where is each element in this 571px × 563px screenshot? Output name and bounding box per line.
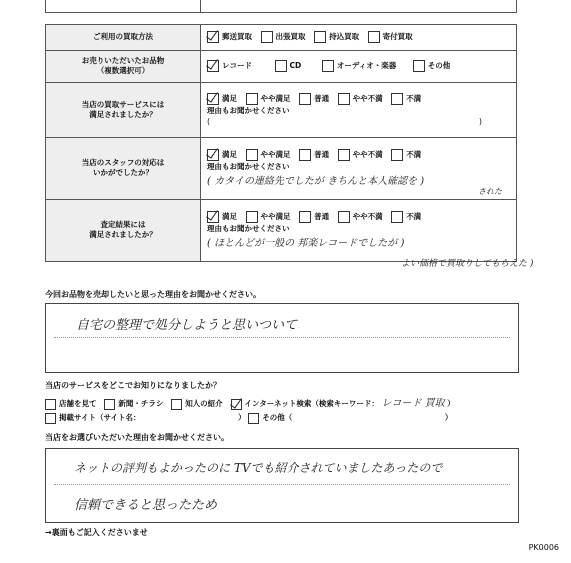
checkbox[interactable]: [246, 93, 258, 105]
option-bring: 持込買取: [314, 31, 359, 43]
search-keyword-answer: レコード 買取: [381, 398, 445, 409]
checkbox[interactable]: [45, 413, 56, 424]
ruled-line: [54, 484, 510, 485]
checkbox[interactable]: [391, 93, 403, 105]
items-sold-label: お売りいただいたお品物 （複数選択可）: [46, 50, 201, 82]
handwritten-reason: ( カタイの連絡先でしたが きちんと本人確認を ): [207, 176, 425, 187]
checkbox[interactable]: [299, 211, 311, 223]
checkbox[interactable]: [391, 211, 403, 223]
option-mail: 郵送買取: [207, 31, 252, 43]
checkbox[interactable]: [299, 93, 311, 105]
checkbox[interactable]: [413, 60, 425, 72]
why-chosen-title: 当店をお選びいただいた理由をお聞かせください。: [45, 433, 229, 442]
rating-row-staff: [46, 137, 517, 199]
rating-service-label: 当店の買取サービスには 満足されましたか？: [46, 82, 201, 137]
checkbox[interactable]: [248, 413, 259, 424]
handwritten-reason-extra: された: [478, 186, 502, 196]
purchase-method-row: [46, 24, 517, 50]
checkbox[interactable]: [338, 93, 350, 105]
reason-sell-answer: 自宅の整理で処分しようと思いついて: [76, 318, 298, 333]
survey-table: [45, 0, 534, 269]
checkbox[interactable]: [275, 60, 287, 72]
why-chosen-answer-line1: ネットの評判もよかったのに TVでも紹介されていましたあったので: [74, 461, 443, 475]
checkbox[interactable]: [314, 31, 326, 43]
checkbox[interactable]: [246, 211, 258, 223]
rating-appraisal-answer: 満足 やや満足 普通 やや不満 不満 理由もお聞かせください ( ほとんどが一般の 邦楽レコードでしたが ) よい価格で買取りしてもらえた ): [201, 199, 517, 261]
checkbox[interactable]: [322, 60, 334, 72]
items-sold-options: レコード CD オーディオ・楽器 その他: [201, 50, 517, 82]
option-visit: 出張買取: [261, 31, 306, 43]
rating-service-answer: 満足 やや満足 普通 やや不満 不満 理由もお聞かせください ( ): [201, 82, 517, 137]
reason-sell-box[interactable]: [45, 303, 519, 373]
checkbox[interactable]: [45, 399, 56, 410]
option-donate: 寄付買取: [368, 31, 413, 43]
checkbox[interactable]: [338, 149, 350, 161]
checkbox[interactable]: [207, 93, 219, 105]
top-partial-cell: [46, 0, 201, 12]
reason-label: 理由もお聞かせください: [207, 162, 290, 171]
checkbox[interactable]: [207, 211, 219, 223]
checkbox[interactable]: [104, 399, 115, 410]
purchase-method-label: ご利用の買取方法: [46, 24, 201, 50]
checkbox[interactable]: [391, 149, 403, 161]
handwritten-reason: ( ほとんどが一般の 邦楽レコードでしたが ): [207, 238, 405, 249]
rating-staff-label: 当店のスタッフの対応は いかがでしたか？: [46, 137, 201, 199]
checkbox[interactable]: [368, 31, 380, 43]
why-chosen-answer-line2: 信頼できると思ったため: [74, 498, 218, 513]
purchase-method-options: [201, 24, 517, 50]
checkbox[interactable]: [246, 149, 258, 161]
checkbox[interactable]: [299, 149, 311, 161]
checkbox[interactable]: [207, 31, 219, 43]
checkbox[interactable]: [171, 399, 182, 410]
how-known-title: 当店のサービスをどこでお知りになりましたか？: [45, 381, 221, 390]
how-known-row1: 店舗を見て 新聞・チラシ 知人の紹介 インターネット検索（検索キーワード： レコード 買取 ）: [45, 394, 455, 410]
reason-label: 理由もお聞かせください: [207, 224, 290, 233]
back-note: →裏面もご記入くださいませ: [45, 528, 148, 537]
form-code: PK0006: [528, 543, 559, 552]
reason-label: 理由もお聞かせください: [207, 105, 290, 115]
rating-appraisal-label: 査定結果には 満足されましたか？: [46, 199, 201, 261]
rating-row-service: [46, 82, 517, 137]
how-known-row2: 掲載サイト（サイト名： ） その他（ ）: [45, 412, 452, 424]
top-partial-row: [46, 0, 517, 12]
ruled-line: [54, 337, 510, 338]
reason-field[interactable]: ( ): [207, 116, 482, 126]
rating-row-appraisal: [46, 199, 517, 261]
items-sold-row: [46, 50, 517, 82]
reason-sell-title: 今回お品物を売却したいと思った理由をお聞かせください。: [45, 290, 261, 299]
checkbox[interactable]: [261, 31, 273, 43]
handwritten-reason-extra: よい価格で買取りしてもらえた ): [401, 258, 534, 269]
checkbox[interactable]: [207, 149, 219, 161]
checkbox[interactable]: [231, 399, 242, 410]
top-partial-cell: [201, 0, 517, 12]
checkbox[interactable]: [338, 211, 350, 223]
checkbox[interactable]: [207, 60, 219, 72]
why-chosen-box[interactable]: [45, 448, 519, 523]
rating-staff-answer: 満足 やや満足 普通 やや不満 不満 理由もお聞かせください ( カタイの連絡先でしたが きちんと本人確認を ) された: [201, 137, 517, 199]
